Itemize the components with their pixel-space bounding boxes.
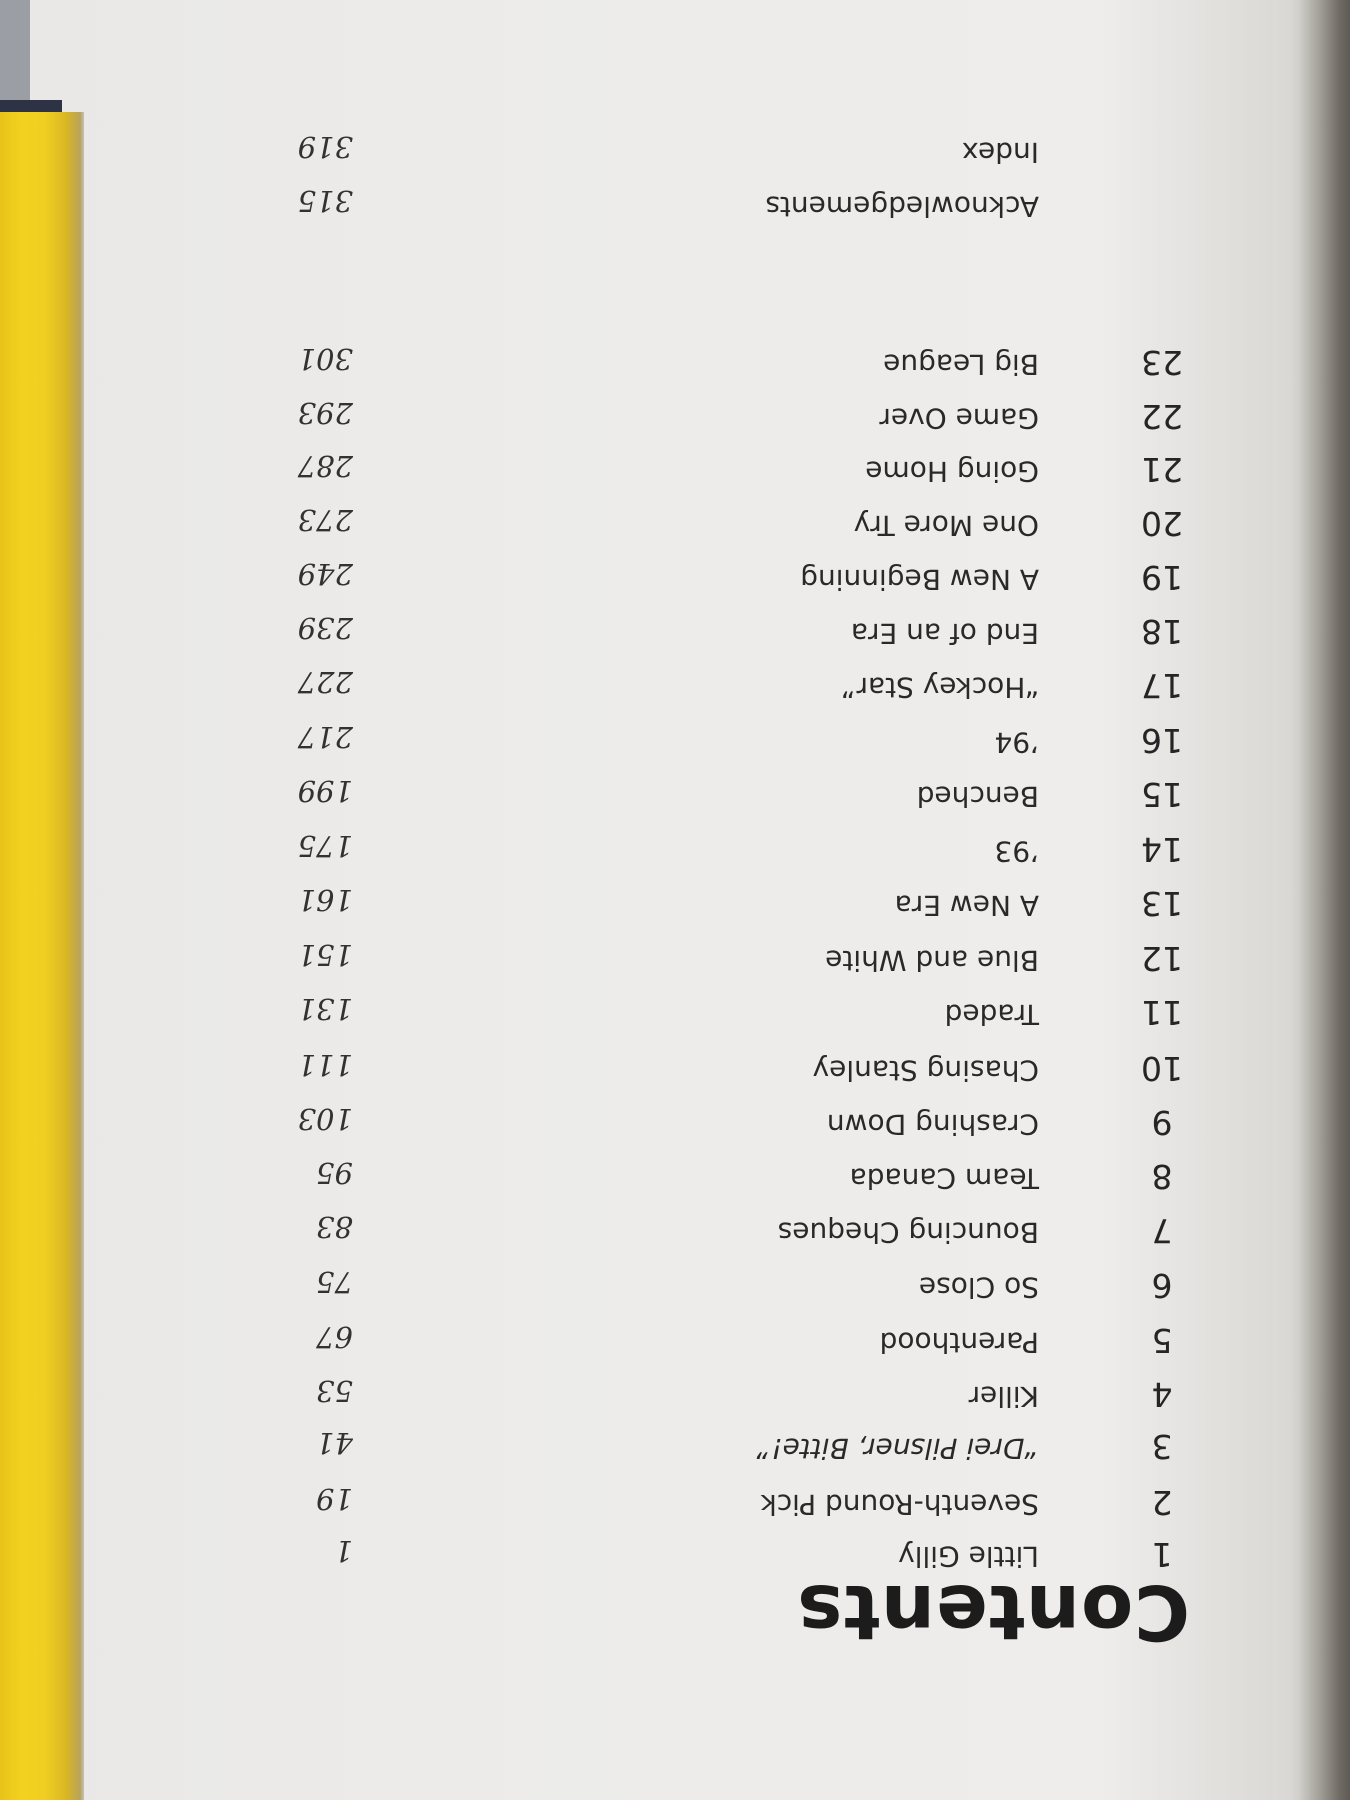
chapter-number: 14 xyxy=(1141,830,1183,869)
chapter-title: Going Home xyxy=(865,455,1039,488)
chapter-title: Parenthood xyxy=(879,1326,1039,1359)
chapter-title: ’94 xyxy=(994,726,1039,759)
chapter-number: 13 xyxy=(1141,884,1183,923)
page-number: 301 xyxy=(297,342,353,376)
page-number: 41 xyxy=(316,1426,353,1460)
chapter-title: Crashing Down xyxy=(826,1108,1039,1141)
chapter-number: 4 xyxy=(1151,1375,1173,1414)
chapter-title: Chasing Stanley xyxy=(812,1054,1039,1087)
page-number: 315 xyxy=(297,184,353,218)
chapter-title: Killer xyxy=(968,1380,1039,1413)
page-number: 53 xyxy=(316,1374,353,1408)
back-matter-title: Index xyxy=(961,136,1039,169)
page-number: 249 xyxy=(297,557,353,591)
chapter-title: Blue and White xyxy=(825,944,1039,977)
page-number: 75 xyxy=(316,1265,353,1299)
page-number: 67 xyxy=(316,1320,353,1354)
chapter-title: “Drei Pilsner, Bitte!” xyxy=(756,1432,1039,1465)
page-number: 217 xyxy=(297,720,353,754)
chapter-title: Little Gilly xyxy=(898,1540,1039,1573)
page-number: 161 xyxy=(297,883,353,917)
chapter-number: 17 xyxy=(1141,666,1183,705)
page-number: 19 xyxy=(316,1482,353,1516)
chapter-number: 3 xyxy=(1151,1427,1173,1466)
page-number: 287 xyxy=(297,449,353,483)
chapter-title: Bouncing Cheques xyxy=(777,1216,1039,1249)
page-number: 1 xyxy=(334,1534,353,1568)
chapter-number: 16 xyxy=(1141,721,1183,760)
chapter-number: 11 xyxy=(1141,993,1183,1032)
chapter-number: 2 xyxy=(1151,1483,1173,1522)
chapter-number: 20 xyxy=(1141,504,1183,543)
chapter-number: 15 xyxy=(1141,775,1183,814)
chapter-title: Big League xyxy=(883,348,1039,381)
chapter-number: 22 xyxy=(1141,397,1183,436)
page-number: 239 xyxy=(297,611,353,645)
chapter-number: 1 xyxy=(1151,1535,1173,1574)
chapter-title: One More Try xyxy=(853,509,1039,542)
page-number: 151 xyxy=(297,938,353,972)
page-number: 199 xyxy=(297,774,353,808)
chapter-title: Seventh-Round Pick xyxy=(760,1488,1039,1521)
page-number: 131 xyxy=(297,992,353,1026)
page-number: 103 xyxy=(297,1102,353,1136)
back-matter-title: Acknowledgements xyxy=(765,190,1039,223)
chapter-number: 21 xyxy=(1141,450,1183,489)
chapter-title: Game Over xyxy=(879,402,1039,435)
page-number: 95 xyxy=(316,1156,353,1190)
chapter-number: 19 xyxy=(1141,558,1183,597)
chapter-number: 6 xyxy=(1151,1266,1173,1305)
chapter-number: 23 xyxy=(1141,343,1183,382)
page-number: 319 xyxy=(297,130,353,164)
chapter-number: 7 xyxy=(1151,1211,1173,1250)
chapter-title: End of an Era xyxy=(850,617,1039,650)
chapter-title: Traded xyxy=(944,998,1039,1031)
chapter-number: 5 xyxy=(1151,1321,1173,1360)
page-number: 293 xyxy=(297,396,353,430)
chapter-title: Team Canada xyxy=(849,1162,1039,1195)
chapter-title: ’93 xyxy=(994,835,1039,868)
page-number: 83 xyxy=(316,1210,353,1244)
chapter-number: 9 xyxy=(1151,1103,1173,1142)
page-title: Contents xyxy=(796,1568,1190,1657)
chapter-number: 8 xyxy=(1151,1157,1173,1196)
chapter-title: “Hockey Star” xyxy=(840,671,1039,704)
chapter-number: 12 xyxy=(1141,939,1183,978)
chapter-title: So Close xyxy=(918,1271,1039,1304)
page-number: 227 xyxy=(297,665,353,699)
page-number: 111 xyxy=(297,1048,353,1082)
chapter-number: 10 xyxy=(1141,1049,1183,1088)
chapter-number: 18 xyxy=(1141,612,1183,651)
chapter-title: A New Era xyxy=(894,889,1039,922)
page-number: 175 xyxy=(297,829,353,863)
chapter-title: A New Beginning xyxy=(800,563,1039,596)
chapter-title: Benched xyxy=(916,780,1039,813)
page-number: 273 xyxy=(297,503,353,537)
